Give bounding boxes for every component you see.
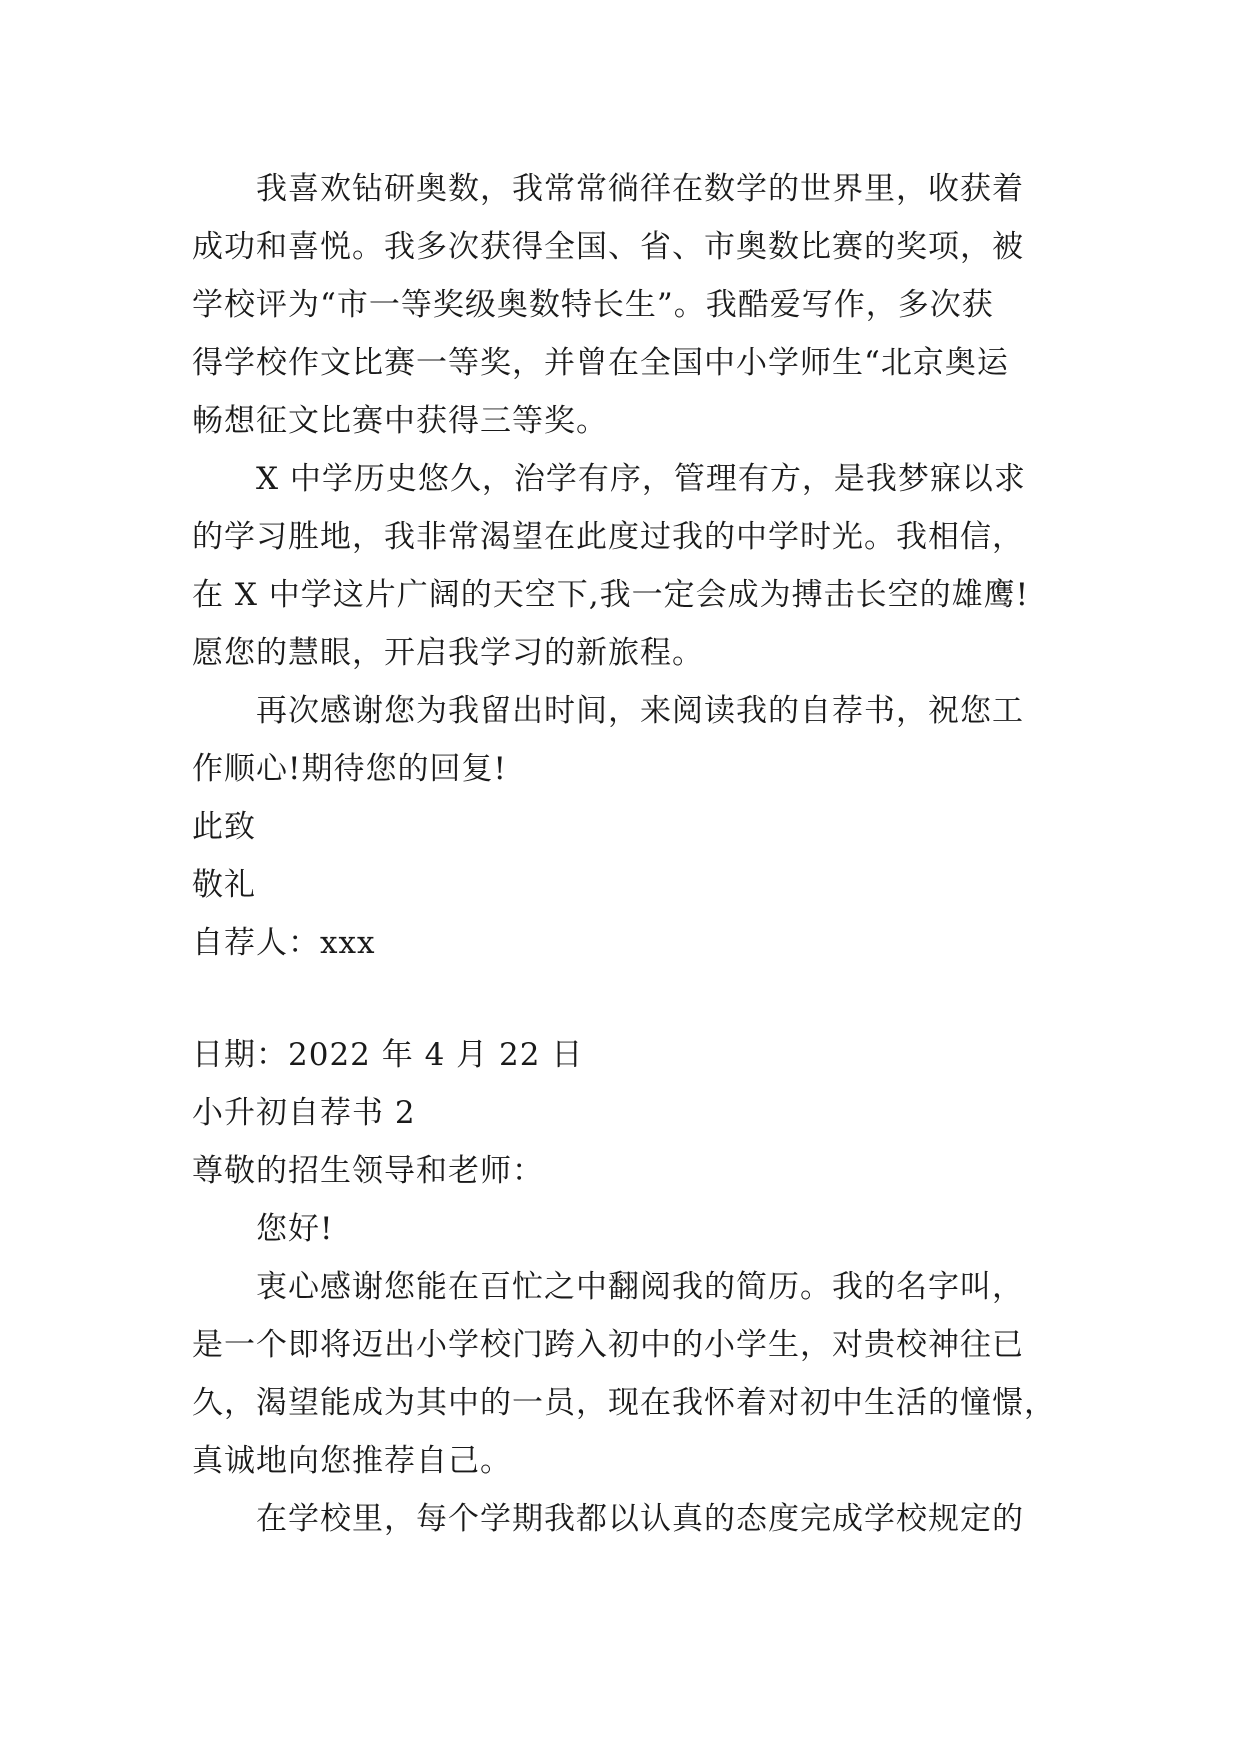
paragraph-line: 的学习胜地，我非常渴望在此度过我的中学时光。我相信， xyxy=(192,519,1024,555)
closing-regards: 敬礼 xyxy=(192,867,256,903)
paragraph-line: 作顺心!期待您的回复! xyxy=(192,751,507,787)
paragraph-line: 在 X 中学这片广阔的天空下,我一定会成为搏击长空的雄鹰! xyxy=(192,577,1030,613)
paragraph-line: 再次感谢您为我留出时间，来阅读我的自荐书，祝您工 xyxy=(256,693,1024,729)
paragraph-line: X 中学历史悠久，治学有序，管理有方，是我梦寐以求 xyxy=(256,461,1026,497)
paragraph-line: 久，渴望能成为其中的一员，现在我怀着对初中生活的憧憬， xyxy=(192,1385,1056,1421)
paragraph-line: 成功和喜悦。我多次获得全国、省、市奥数比赛的奖项，被 xyxy=(192,229,1024,265)
paragraph-line: 愿您的慧眼，开启我学习的新旅程。 xyxy=(192,635,704,671)
paragraph-line: 在学校里，每个学期我都以认真的态度完成学校规定的 xyxy=(256,1501,1024,1537)
paragraph-line: 真诚地向您推荐自己。 xyxy=(192,1443,512,1479)
greeting-addressee: 尊敬的招生领导和老师： xyxy=(192,1153,544,1189)
greeting: 您好! xyxy=(256,1211,334,1247)
paragraph-line: 是一个即将迈出小学校门跨入初中的小学生，对贵校神往已 xyxy=(192,1327,1024,1363)
blank-spacer xyxy=(192,972,1052,1026)
paragraph-line: 畅想征文比赛中获得三等奖。 xyxy=(192,403,608,439)
date-line: 日期：2022 年 4 月 22 日 xyxy=(192,1037,584,1073)
closing-salutation: 此致 xyxy=(192,809,256,845)
letter-body xyxy=(192,160,1056,1548)
paragraph-line: 我喜欢钻研奥数，我常常徜徉在数学的世界里，收获着 xyxy=(256,171,1024,207)
paragraph-line: 得学校作文比赛一等奖，并曾在全国中小学师生“北京奥运 xyxy=(192,345,1009,381)
paragraph-line: 学校评为“市一等奖级奥数特长生”。我酷爱写作，多次获 xyxy=(192,287,994,323)
section-title: 小升初自荐书 2 xyxy=(192,1095,416,1131)
paragraph-line: 衷心感谢您能在百忙之中翻阅我的简历。我的名字叫， xyxy=(256,1269,1024,1305)
signature-line: 自荐人：xxx xyxy=(192,925,376,961)
